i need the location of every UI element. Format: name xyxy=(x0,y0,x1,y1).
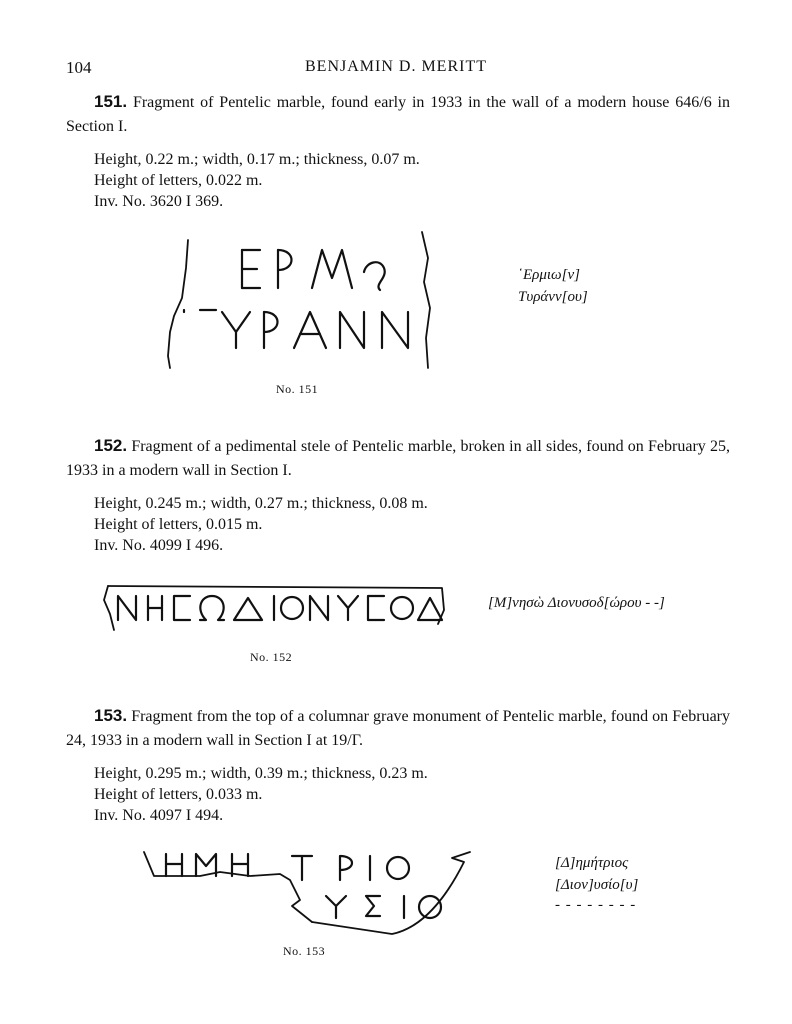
entry-153-dimensions: Height, 0.295 m.; width, 0.39 m.; thickness, 0.23 m. xyxy=(94,765,428,782)
entry-152-letter-height: Height of letters, 0.015 m. xyxy=(94,516,263,533)
entry-152-inventory: Inv. No. 4099 I 496. xyxy=(94,537,224,554)
entry-153-inventory: Inv. No. 4097 I 494. xyxy=(94,807,224,824)
inscription-151-drawing xyxy=(160,228,440,370)
figure-153-caption: No. 153 xyxy=(283,944,326,958)
entry-153-description: Fragment from the top of a columnar grave monument of Pentelic marble, found on February 24, 1933 in a modern wall in Section I at 19/Γ. xyxy=(66,708,731,749)
inscription-153-drawing xyxy=(140,846,480,942)
figure-152-caption: No. 152 xyxy=(250,650,293,664)
running-title: BENJAMIN D. MERITT xyxy=(305,58,487,75)
entry-151-number: 151. xyxy=(94,92,128,111)
entry-153-transcription-line-3: - - - - - - - - xyxy=(555,897,637,913)
inscription-152-drawing xyxy=(96,580,450,640)
entry-153-description-paragraph xyxy=(66,704,730,753)
entry-151-transcription-line-2: Τυράνν[ου] xyxy=(518,289,588,305)
entry-152-description: Fragment of a pedimental stele of Pentelic marble, broken in all sides, found on February 25, 1933 in a modern wall in Section I. xyxy=(66,438,730,479)
entry-153-transcription-line-1: [Δ]ημήτριος xyxy=(555,855,629,871)
entry-151-description: Fragment of Pentelic marble, found early in 1933 in the wall of a modern house 646/6 in Section I. xyxy=(66,94,731,135)
entry-153-transcription-line-2: [Διον]υσίο[υ] xyxy=(555,877,639,893)
entry-151-letter-height: Height of letters, 0.022 m. xyxy=(94,172,263,189)
page-number: 104 xyxy=(66,58,92,77)
entry-153-number: 153. xyxy=(94,706,128,725)
entry-152-transcription-line-1: [Μ]νησὼ Διονυσοδ[ώρου - -] xyxy=(488,595,665,611)
entry-152-number: 152. xyxy=(94,436,128,455)
entry-153-letter-height: Height of letters, 0.033 m. xyxy=(94,786,263,803)
figure-151-caption: No. 151 xyxy=(276,382,319,396)
entry-151-transcription-line-1: ῾Ερμιω[ν] xyxy=(518,267,580,283)
entry-151-dimensions: Height, 0.22 m.; width, 0.17 m.; thickness, 0.07 m. xyxy=(94,151,420,168)
entry-151-description-paragraph xyxy=(66,90,730,139)
entry-152-dimensions: Height, 0.245 m.; width, 0.27 m.; thickness, 0.08 m. xyxy=(94,495,428,512)
entry-151-inventory: Inv. No. 3620 I 369. xyxy=(94,193,224,210)
entry-152-description-paragraph xyxy=(66,434,730,483)
